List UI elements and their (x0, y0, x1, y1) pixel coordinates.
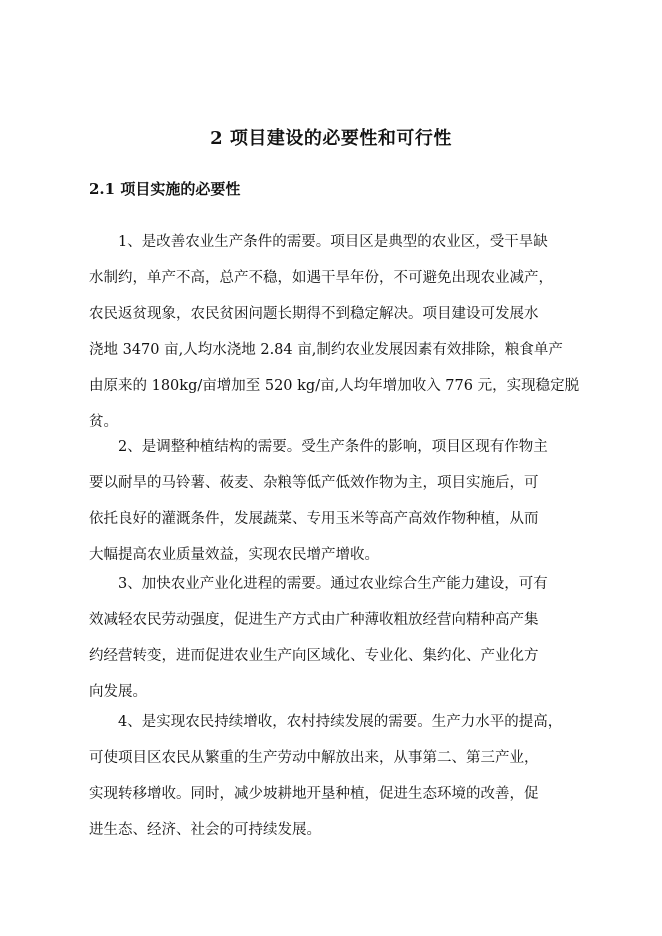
paragraph-line: 贫。 (89, 414, 118, 430)
paragraph-line: 3、加快农业产业化进程的需要。通过农业综合生产能力建设，可有 (118, 576, 548, 592)
section-title: 2.1 项目实施的必要性 (89, 180, 241, 198)
paragraph-line: 要以耐旱的马铃薯、莜麦、杂粮等低产低效作物为主，项目实施后，可 (89, 475, 539, 491)
paragraph-line: 实现转移增收。同时，减少坡耕地开垦种植，促进生态环境的改善，促 (89, 786, 539, 802)
paragraph-line: 向发展。 (89, 684, 147, 700)
paragraph-line: 4、是实现农民持续增收，农村持续发展的需要。生产力水平的提高， (118, 714, 563, 730)
paragraph-line: 可使项目区农民从繁重的生产劳动中解放出来，从事第二、第三产业， (89, 750, 539, 766)
paragraph-line: 约经营转变，进而促进农业生产向区域化、专业化、集约化、产业化方 (89, 648, 539, 664)
paragraph-line: 1、是改善农业生产条件的需要。项目区是典型的农业区，受干旱缺 (118, 234, 548, 250)
paragraph-1 (89, 224, 585, 440)
paragraph-line: 农民返贫现象，农民贫困问题长期得不到稳定解决。项目建设可发展水 (89, 306, 539, 322)
paragraph-line: 依托良好的灌溉条件，发展蔬菜、专用玉米等高产高效作物种植，从而 (89, 511, 539, 527)
paragraph-3 (89, 566, 585, 710)
chapter-title: 2 项目建设的必要性和可行性 (210, 128, 452, 149)
paragraph-4 (89, 704, 585, 848)
paragraph-line: 大幅提高农业质量效益，实现农民增产增收。 (89, 547, 379, 563)
paragraph-line: 效减轻农民劳动强度，促进生产方式由广种薄收粗放经营向精种高产集 (89, 612, 539, 628)
paragraph-line: 进生态、经济、社会的可持续发展。 (89, 822, 321, 838)
paragraph-line: 浇地 3470 亩,人均水浇地 2.84 亩,制约农业发展因素有效排除，粮食单产 (89, 342, 563, 358)
paragraph-line: 由原来的 180kg/亩增加至 520 kg/亩,人均年增加收入 776 元，实现稳定脱 (89, 378, 580, 394)
paragraph-line: 2、是调整种植结构的需要。受生产条件的影响，项目区现有作物主 (118, 439, 548, 455)
paragraph-2 (89, 429, 585, 573)
paragraph-line: 水制约，单产不高，总产不稳，如遇干旱年份，不可避免出现农业减产， (89, 270, 553, 286)
